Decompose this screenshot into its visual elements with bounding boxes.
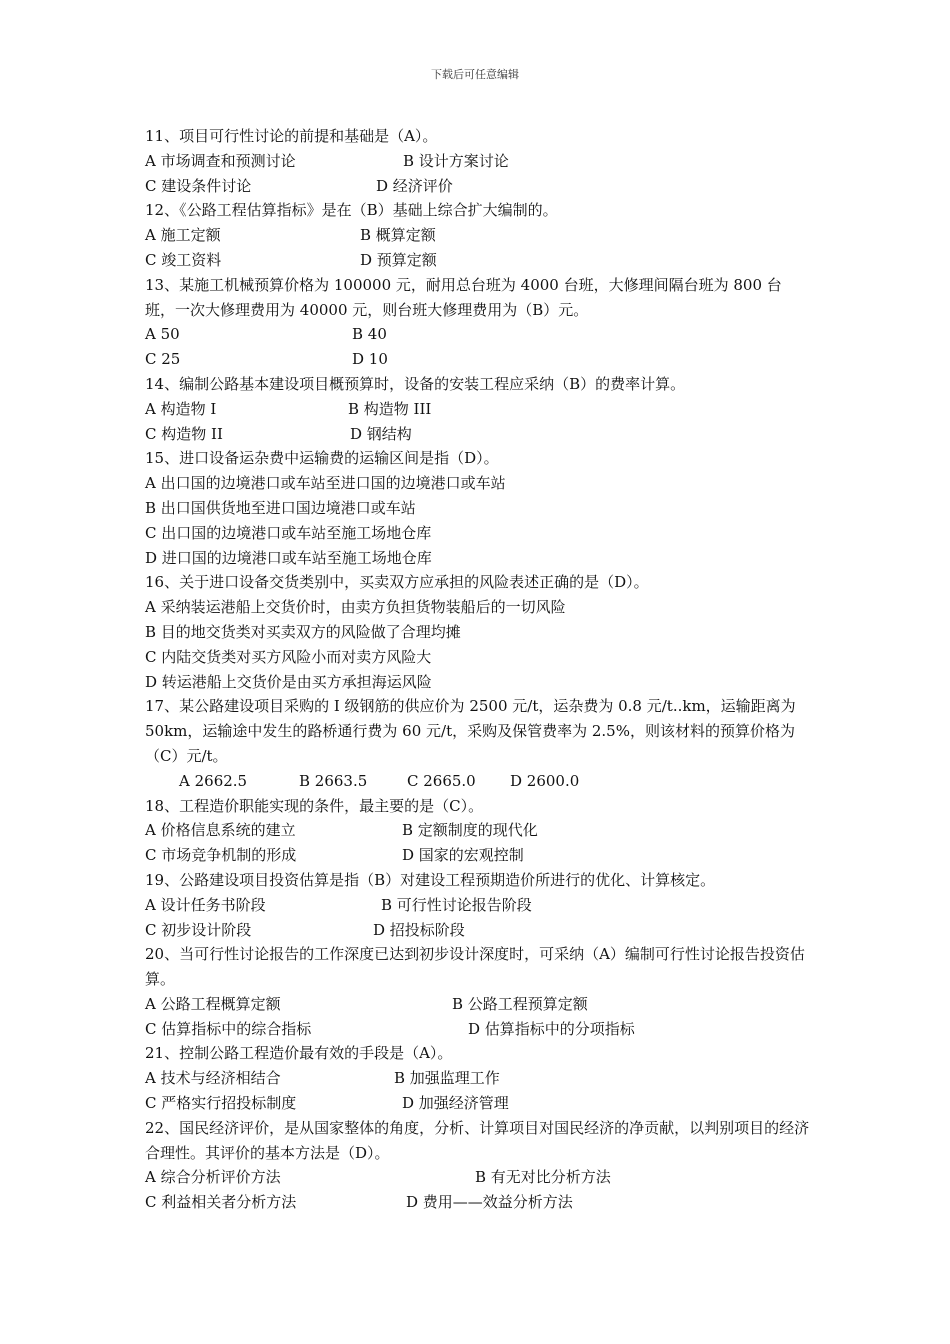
answer-option: B 2663.5 [299, 771, 368, 790]
answer-option: B 目的地交货类对买卖双方的风险做了合理均摊 [145, 622, 461, 641]
answer-option: C 竣工资料 [145, 250, 222, 269]
option-row [145, 397, 810, 422]
question-stem: 16、关于进口设备交货类别中，买卖双方应承担的风险表述正确的是（D）。 [145, 573, 649, 592]
answer-option: A 设计任务书阶段 [145, 895, 266, 914]
answer-option: A 技术与经济相结合 [145, 1069, 281, 1088]
answer-option: C 构造物 II [145, 424, 223, 443]
answer-option: D 2600.0 [510, 771, 580, 790]
page-header: 下载后可任意编辑 [431, 68, 519, 81]
option-row [145, 149, 810, 174]
answer-option: B 40 [352, 325, 387, 344]
option-row [145, 893, 810, 918]
option-row [145, 1165, 810, 1190]
answer-option: B 有无对比分析方法 [475, 1168, 611, 1187]
option-row [145, 174, 810, 199]
answer-option: A 公路工程概算定额 [145, 994, 281, 1013]
option-row [145, 546, 810, 571]
answer-option: D 转运港船上交货价是由买方承担海运风险 [145, 672, 432, 691]
answer-option: C 初步设计阶段 [145, 920, 252, 939]
option-row [145, 769, 810, 794]
option-row [145, 521, 810, 546]
option-row [145, 248, 810, 273]
answer-option: D 预算定额 [360, 250, 437, 269]
answer-option: A 综合分析评价方法 [145, 1168, 281, 1187]
answer-option: B 出口国供货地至进口国边境港口或车站 [145, 498, 416, 517]
answer-option: A 市场调查和预测讨论 [145, 151, 296, 170]
answer-option: A 价格信息系统的建立 [145, 821, 296, 840]
option-row [145, 620, 810, 645]
answer-option: D 估算指标中的分项指标 [468, 1019, 635, 1038]
answer-option: D 费用——效益分析方法 [406, 1193, 573, 1212]
answer-option: B 加强监理工作 [394, 1069, 500, 1088]
question-list [145, 124, 810, 1215]
question-stem: 22、国民经济评价，是从国家整体的角度，分析、计算项目对国民经济的净贡献，以判别项目的经济合理性。其评价的基本方法是（D）。 [145, 1118, 810, 1162]
answer-option: C 出口国的边境港口或车站至施工场地仓库 [145, 523, 432, 542]
answer-option: C 市场竞争机制的形成 [145, 846, 297, 865]
question-stem: 18、工程造价职能实现的条件，最主要的是（C）。 [145, 796, 484, 815]
question-stem: 11、项目可行性讨论的前提和基础是（A）。 [145, 127, 438, 145]
answer-option: A 采纳装运港船上交货价时，由卖方负担货物装船后的一切风险 [145, 598, 566, 617]
option-row [145, 496, 810, 521]
answer-option: B 概算定额 [360, 226, 436, 245]
answer-option: B 公路工程预算定额 [452, 994, 588, 1013]
option-row [145, 1017, 810, 1042]
answer-option: B 构造物 III [348, 399, 432, 418]
option-row [145, 322, 810, 347]
option-row [145, 918, 810, 943]
answer-option: C 25 [145, 350, 181, 369]
option-row [145, 992, 810, 1017]
option-row [145, 223, 810, 248]
option-row [145, 347, 810, 372]
answer-option: A 2662.5 [179, 771, 248, 790]
answer-option: B 可行性讨论报告阶段 [381, 895, 532, 914]
question-stem: 21、控制公路工程造价最有效的手段是（A）。 [145, 1044, 453, 1063]
answer-option: D 进口国的边境港口或车站至施工场地仓库 [145, 548, 432, 567]
answer-option: C 2665.0 [407, 771, 476, 790]
answer-option: D 加强经济管理 [402, 1094, 509, 1113]
option-row [145, 1190, 810, 1215]
answer-option: C 严格实行招投标制度 [145, 1094, 297, 1113]
answer-option: C 建设条件讨论 [145, 176, 252, 195]
option-row [145, 1066, 810, 1091]
answer-option: D 10 [352, 350, 388, 369]
question-stem: 13、某施工机械预算价格为 100000 元，耐用总台班为 4000 台班，大修理间隔台班为 800 台班，一次大修理费用为 40000 元，则台班大修理费用为（B）元。 [145, 275, 782, 319]
answer-option: B 设计方案讨论 [403, 151, 509, 170]
option-row [145, 843, 810, 868]
answer-option: D 国家的宏观控制 [402, 846, 524, 865]
question-stem: 20、当可行性讨论报告的工作深度已达到初步设计深度时，可采纳（A）编制可行性讨论报告投资估算。 [145, 945, 805, 989]
option-row [145, 471, 810, 496]
answer-option: C 利益相关者分析方法 [145, 1193, 297, 1212]
answer-option: A 出口国的边境港口或车站至进口国的边境港口或车站 [145, 474, 506, 493]
question-stem: 15、进口设备运杂费中运输费的运输区间是指（D）。 [145, 449, 499, 468]
question-stem: 12、《公路工程估算指标》是在（B）基础上综合扩大编制的。 [145, 201, 558, 220]
question-stem: 19、公路建设项目投资估算是指（B）对建设工程预期造价所进行的优化、计算核定。 [145, 870, 716, 889]
answer-option: C 内陆交货类对买方风险小而对卖方风险大 [145, 647, 432, 666]
option-row [145, 595, 810, 620]
answer-option: A 50 [145, 325, 180, 344]
question-stem: 14、编制公路基本建设项目概预算时，设备的安装工程应采纳（B）的费率计算。 [145, 374, 686, 393]
option-row [145, 645, 810, 670]
answer-option: C 估算指标中的综合指标 [145, 1019, 312, 1038]
answer-option: A 构造物 I [145, 399, 217, 418]
option-row [145, 1091, 810, 1116]
option-row [145, 818, 810, 843]
answer-option: D 经济评价 [376, 176, 453, 195]
option-row [145, 422, 810, 447]
question-stem: 17、某公路建设项目采购的 I 级钢筋的供应价为 2500 元/t，运杂费为 0.8 元/t..km，运输距离为 50km，运输途中发生的路桥通行费为 60 元/t，采购及保管费率为 2.5%，则该材料的预算价格为（C）元/t。 [145, 697, 796, 765]
answer-option: A 施工定额 [145, 226, 221, 245]
answer-option: D 钢结构 [350, 424, 412, 443]
option-row [145, 670, 810, 695]
answer-option: D 招投标阶段 [373, 920, 465, 939]
answer-option: B 定额制度的现代化 [402, 821, 538, 840]
